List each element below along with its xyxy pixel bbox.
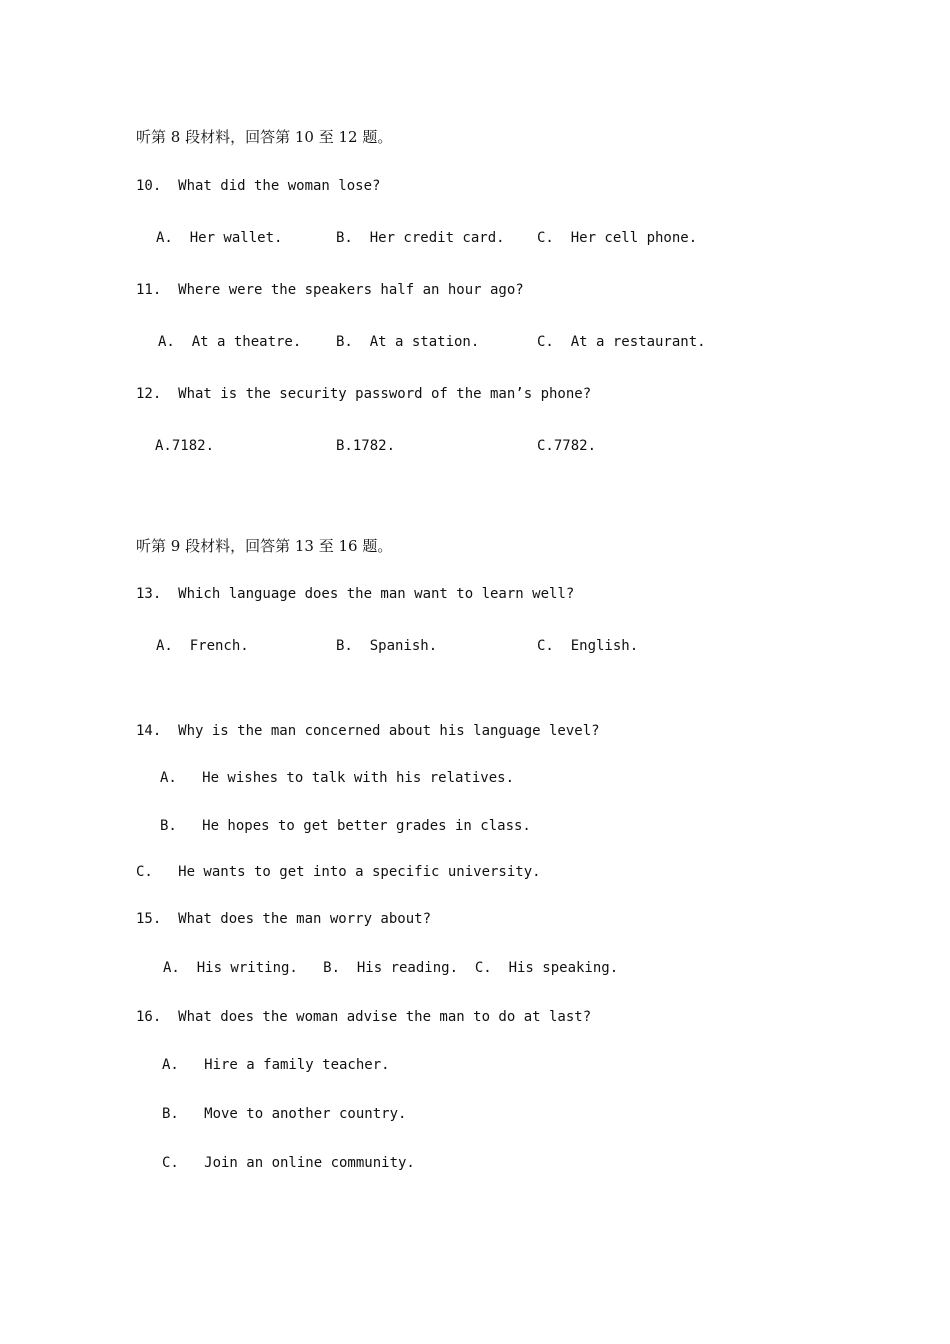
question-13-option-c: C. English. xyxy=(537,638,639,654)
question-12-option-c: C.7782. xyxy=(537,438,597,454)
question-10-option-b: B. Her credit card. xyxy=(336,230,505,246)
question-10-option-c: C. Her cell phone. xyxy=(537,230,698,246)
question-11-option-a: A. At a theatre. xyxy=(158,334,302,350)
question-16-option-b: B. Move to another country. xyxy=(162,1106,407,1122)
question-13-option-b: B. Spanish. xyxy=(336,638,438,654)
question-14-option-c: C. He wants to get into a specific university. xyxy=(136,864,541,880)
question-15-stem: 15. What does the man worry about? xyxy=(136,911,432,927)
question-13-option-a: A. French. xyxy=(156,638,249,654)
question-14-option-a: A. He wishes to talk with his relatives. xyxy=(160,770,515,786)
question-14-option-b: B. He hopes to get better grades in class. xyxy=(160,818,531,834)
question-12-option-b: B.1782. xyxy=(336,438,396,454)
section-8-heading: 听第 8 段材料，回答第 10 至 12 题。 xyxy=(136,128,393,146)
question-11-option-b: B. At a station. xyxy=(336,334,480,350)
question-16-option-a: A. Hire a family teacher. xyxy=(162,1057,390,1073)
question-10-option-a: A. Her wallet. xyxy=(156,230,283,246)
question-13-stem: 13. Which language does the man want to learn well? xyxy=(136,586,575,602)
question-16-stem: 16. What does the woman advise the man to do at last? xyxy=(136,1009,592,1025)
question-14-stem: 14. Why is the man concerned about his language level? xyxy=(136,723,600,739)
question-12-option-a: A.7182. xyxy=(155,438,215,454)
question-11-stem: 11. Where were the speakers half an hour ago? xyxy=(136,282,524,298)
question-11-option-c: C. At a restaurant. xyxy=(537,334,706,350)
question-15-options: A. His writing. B. His reading. C. His speaking. xyxy=(163,960,619,976)
question-12-stem: 12. What is the security password of the man’s phone? xyxy=(136,386,592,402)
question-16-option-c: C. Join an online community. xyxy=(162,1155,415,1171)
question-10-stem: 10. What did the woman lose? xyxy=(136,178,381,194)
section-9-heading: 听第 9 段材料，回答第 13 至 16 题。 xyxy=(136,537,393,555)
